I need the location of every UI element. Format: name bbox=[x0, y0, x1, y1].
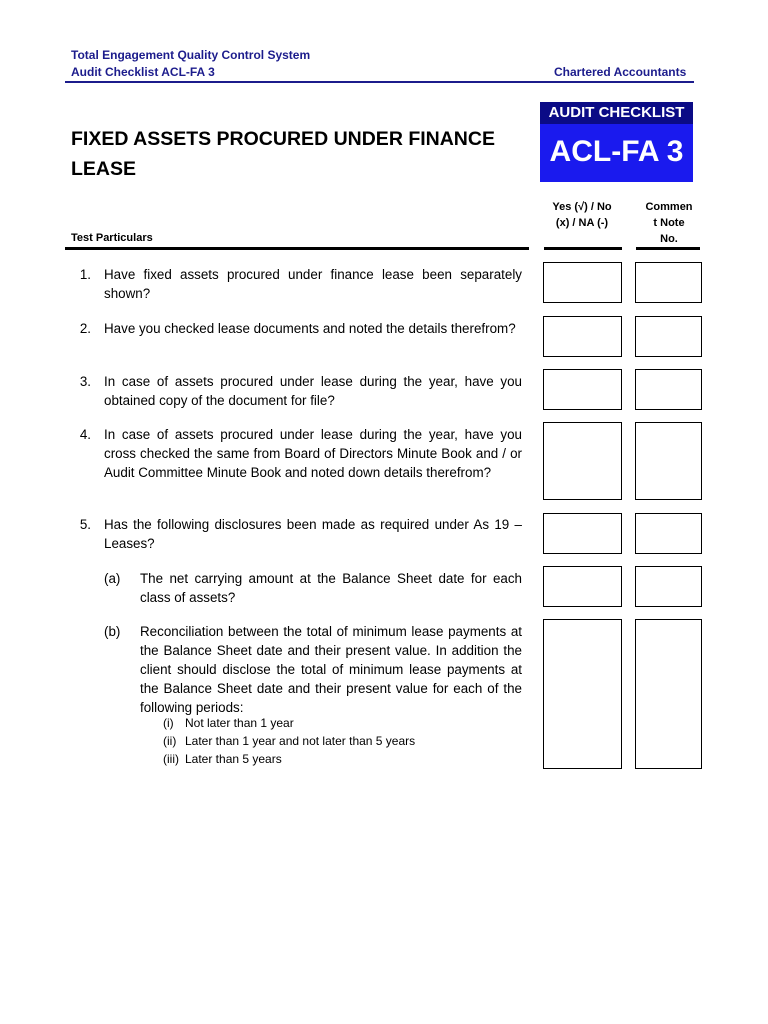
sub-item-text: Reconciliation between the total of minimum lease payments at the Balance Sheet date and their present value. In addition the client should disclose the total of minimum lease payments at the Balance Sheet date and their present value for each of the following periods: bbox=[140, 624, 522, 715]
sub-item-label: (a) bbox=[104, 571, 121, 586]
question-number: 1. bbox=[79, 267, 91, 282]
yes-no-box-q4[interactable] bbox=[543, 422, 622, 500]
question-text: Has the following disclosures been made as required under As 19 – Leases? bbox=[104, 517, 522, 551]
header-rule bbox=[65, 81, 694, 83]
comment-heading-line2: t Note bbox=[653, 217, 685, 229]
comment-box-q1[interactable] bbox=[635, 262, 702, 303]
yes-no-column-heading bbox=[541, 199, 623, 231]
period-text: Later than 5 years bbox=[185, 752, 282, 766]
yes-no-box-5b[interactable] bbox=[543, 619, 622, 769]
badge-label: AUDIT CHECKLIST bbox=[540, 102, 693, 124]
question-number: 3. bbox=[79, 374, 91, 389]
yes-no-heading-line1: Yes (√) / No bbox=[552, 201, 612, 213]
question-text: In case of assets procured under lease during the year, have you obtained copy of the document for file? bbox=[104, 374, 522, 408]
comment-heading-line1: Commen bbox=[645, 201, 693, 213]
yes-no-box-q1[interactable] bbox=[543, 262, 622, 303]
comment-box-5b[interactable] bbox=[635, 619, 702, 769]
comment-box-q5[interactable] bbox=[635, 513, 702, 554]
audit-checklist-badge bbox=[540, 102, 693, 182]
period-text: Not later than 1 year bbox=[185, 716, 294, 730]
system-name: Total Engagement Quality Control System bbox=[71, 48, 311, 62]
comment-rule bbox=[636, 247, 700, 250]
test-particulars-heading: Test Particulars bbox=[71, 232, 153, 244]
period-text: Later than 1 year and not later than 5 years bbox=[185, 734, 416, 748]
question-text: Have fixed assets procured under finance lease been separately shown? bbox=[104, 267, 522, 301]
page-title: FIXED ASSETS PROCURED UNDER FINANCE LEASE bbox=[71, 128, 495, 180]
question-text: In case of assets procured under lease during the year, have you cross checked the same from Board of Directors Minute Book and / or Audit Committee Minute Book and noted down details therefrom? bbox=[104, 427, 522, 480]
question-number: 4. bbox=[79, 427, 91, 442]
yes-no-rule bbox=[544, 247, 622, 250]
period-ii bbox=[163, 732, 463, 750]
checklist-reference: Audit Checklist ACL-FA 3 bbox=[71, 65, 215, 79]
yes-no-box-5a[interactable] bbox=[543, 566, 622, 607]
period-label: (iii) bbox=[163, 752, 179, 766]
comment-box-q4[interactable] bbox=[635, 422, 702, 500]
question-text: Have you checked lease documents and noted the details therefrom? bbox=[104, 321, 516, 336]
yes-no-box-q3[interactable] bbox=[543, 369, 622, 410]
yes-no-heading-line2: (x) / NA (-) bbox=[555, 217, 609, 229]
period-i bbox=[163, 714, 463, 732]
comment-box-q3[interactable] bbox=[635, 369, 702, 410]
sub-item-label: (b) bbox=[104, 624, 121, 639]
particulars-rule bbox=[65, 247, 529, 250]
comment-box-5a[interactable] bbox=[635, 566, 702, 607]
period-label: (i) bbox=[163, 716, 174, 730]
question-number: 2. bbox=[79, 321, 91, 336]
question-number: 5. bbox=[79, 517, 91, 532]
comment-column-heading bbox=[636, 199, 702, 247]
yes-no-box-q2[interactable] bbox=[543, 316, 622, 357]
period-label: (ii) bbox=[163, 734, 177, 748]
comment-heading-line3: No. bbox=[660, 233, 678, 245]
yes-no-box-q5[interactable] bbox=[543, 513, 622, 554]
sub-item-text: The net carrying amount at the Balance Sheet date for each class of assets? bbox=[140, 571, 522, 605]
firm-name: Chartered Accountants bbox=[554, 65, 687, 79]
period-iii bbox=[163, 750, 463, 768]
comment-box-q2[interactable] bbox=[635, 316, 702, 357]
badge-code: ACL-FA 3 bbox=[549, 135, 684, 168]
